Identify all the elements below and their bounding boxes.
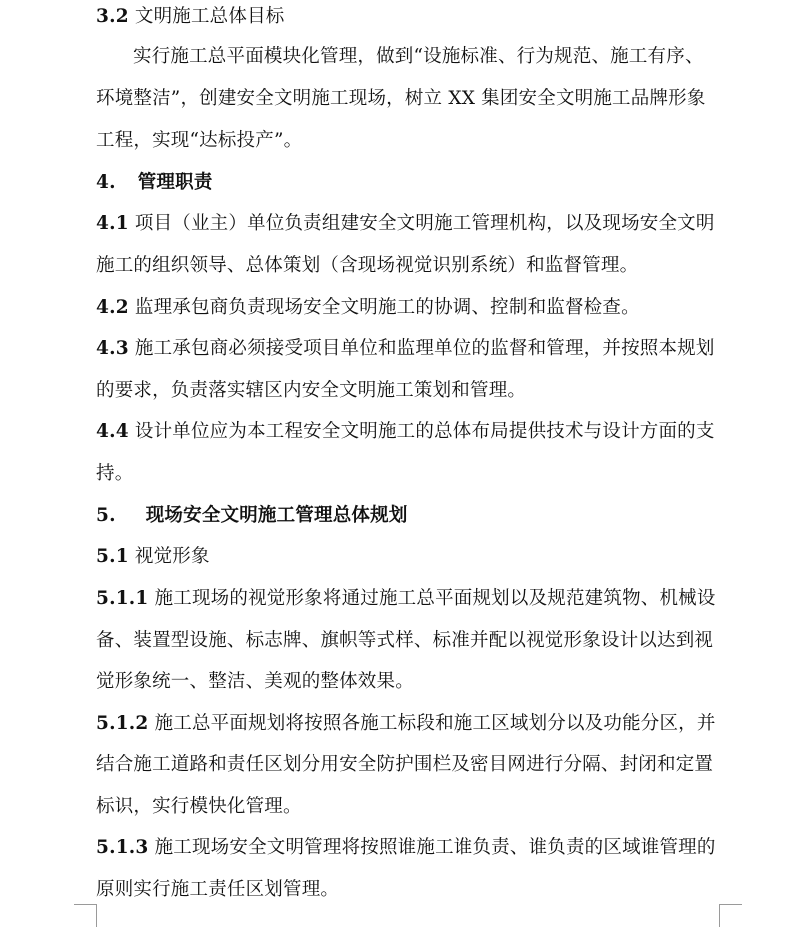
clause-text: 设计单位应为本工程安全文明施工的总体布局提供技术与设计方面的支 — [128, 421, 715, 442]
clause-4-1 — [96, 209, 736, 235]
clause-number: 5.1.2 — [96, 713, 149, 734]
clause-number: 5.1.3 — [96, 837, 149, 858]
clause-text: 施工现场的视觉形象将通过施工总平面规划以及规范建筑物、机械设 — [148, 588, 716, 609]
margin-corner-mark — [74, 904, 97, 927]
clause-text: 项目（业主）单位负责组建安全文明施工管理机构，以及现场安全文明 — [128, 213, 715, 234]
clause-text: 施工承包商必须接受项目单位和监理单位的监督和管理，并按照本规划 — [128, 338, 715, 359]
clause-5-1-3 — [96, 833, 736, 859]
clause-4-3 — [96, 334, 736, 360]
clause-number: 4.1 — [96, 213, 129, 234]
clause-5-1-1 — [96, 584, 736, 610]
clause-text: 施工总平面规划将按照各施工标段和施工区域划分以及功能分区，并 — [148, 713, 716, 734]
paragraph-line: 环境整洁”，创建安全文明施工现场，树立 XX 集团安全文明施工品牌形象 — [96, 88, 706, 109]
section-number: 4. — [96, 172, 116, 193]
clause-number: 4.4 — [96, 421, 129, 442]
clause-number: 4.3 — [96, 338, 129, 359]
clause-4-4 — [96, 417, 736, 443]
paragraph-line: 原则实行施工责任区划管理。 — [96, 879, 340, 900]
subsection-number: 5.1 — [96, 546, 129, 567]
section-number: 3.2 — [96, 6, 129, 27]
clause-text: 监理承包商负责现场安全文明施工的协调、控制和监督检查。 — [128, 297, 640, 318]
section-title: 现场安全文明施工管理总体规划 — [145, 505, 408, 526]
section-title: 管理职责 — [137, 172, 213, 193]
paragraph-line: 的要求，负责落实辖区内安全文明施工策划和管理。 — [96, 380, 527, 401]
paragraph-line: 觉形象统一、整洁、美观的整体效果。 — [96, 671, 414, 692]
section-title: 文明施工总体目标 — [128, 6, 285, 27]
paragraph-line: 结合施工道路和责任区划分用安全防护围栏及密目网进行分隔、封闭和定置 — [96, 754, 714, 775]
paragraph-line: 施工的组织领导、总体策划（含现场视觉识别系统）和监督管理。 — [96, 255, 639, 276]
clause-4-2 — [96, 293, 736, 319]
section-heading-3-2 — [96, 2, 736, 28]
clause-text: 施工现场安全文明管理将按照谁施工谁负责、谁负责的区域谁管理的 — [148, 837, 716, 858]
subsection-title: 视觉形象 — [128, 546, 210, 567]
clause-number: 5.1.1 — [96, 588, 149, 609]
paragraph-line: 持。 — [96, 463, 134, 484]
paragraph-line: 实行施工总平面模块化管理，做到“设施标准、行为规范、施工有序、 — [133, 46, 704, 67]
paragraph-line: 标识，实行模快化管理。 — [96, 796, 302, 817]
paragraph-line: 备、装置型设施、标志牌、旗帜等式样、标准并配以视觉形象设计以达到视 — [96, 630, 714, 651]
section-number: 5. — [96, 505, 116, 526]
margin-corner-mark — [719, 904, 742, 927]
section-heading-4 — [96, 168, 736, 194]
section-heading-5 — [96, 501, 736, 527]
subsection-heading-5-1 — [96, 542, 736, 568]
clause-5-1-2 — [96, 709, 736, 735]
clause-number: 4.2 — [96, 297, 129, 318]
paragraph-line: 工程，实现“达标投产”。 — [96, 130, 303, 151]
